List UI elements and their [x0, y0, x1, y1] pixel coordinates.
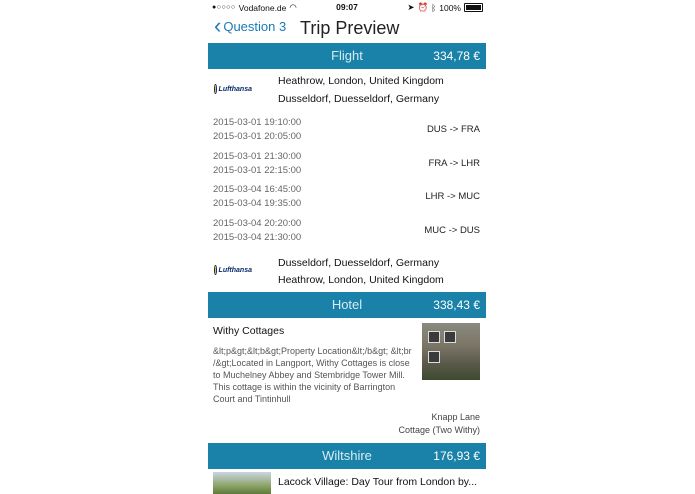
- leg-arrive: 2015-03-01 22:15:00: [213, 165, 302, 176]
- activity-section-header[interactable]: [208, 443, 486, 469]
- return-to: Heathrow, London, United Kingdom: [278, 274, 444, 286]
- bluetooth-icon: ᛒ: [431, 2, 437, 13]
- hotel-photo[interactable]: [422, 323, 480, 380]
- section-title: Wiltshire: [322, 448, 372, 463]
- status-bar: [208, 0, 486, 14]
- outbound-to: Dusseldorf, Duesseldorf, Germany: [278, 93, 440, 105]
- leg-route: DUS -> FRA: [426, 124, 480, 135]
- airline-logo: Lufthansa: [214, 82, 252, 96]
- return-from: Dusseldorf, Duesseldorf, Germany: [278, 257, 440, 269]
- airline-logo: Lufthansa: [214, 263, 252, 277]
- crane-icon: [214, 265, 217, 275]
- tour-title: Lacock Village: Day Tour from London by...: [278, 476, 478, 488]
- leg-depart: 2015-03-04 16:45:00: [213, 184, 302, 195]
- leg-route: FRA -> LHR: [428, 158, 480, 169]
- carrier-label: Vodafone.de: [238, 2, 287, 13]
- leg-route: LHR -> MUC: [425, 191, 480, 202]
- leg-route: MUC -> DUS: [424, 225, 480, 236]
- leg-depart: 2015-03-04 20:20:00: [213, 218, 302, 229]
- hotel-name: Withy Cottages: [213, 325, 285, 337]
- page-title: Trip Preview: [300, 18, 400, 38]
- battery-percent: 100%: [439, 2, 461, 13]
- flight-section-header[interactable]: [208, 43, 486, 69]
- section-price: 334,78 €: [433, 49, 480, 63]
- tour-photo[interactable]: [213, 472, 271, 494]
- clock: 09:07: [336, 2, 358, 12]
- back-button[interactable]: [214, 13, 287, 38]
- chevron-left-icon: ‹: [214, 13, 222, 38]
- hotel-description: &lt;p&gt;&lt;b&gt;Property Location&lt;/b&gt; &lt;br /&gt;Located in Langport, Withy Cottages is close to Muchelney Abbey and Stembridge Tower Mill. This cottage is within the vicinity of Barrington Court and Tintinhull: [213, 346, 412, 404]
- signal-icon: ●○○○○: [212, 4, 236, 11]
- section-price: 176,93 €: [433, 449, 480, 463]
- leg-arrive: 2015-03-04 21:30:00: [213, 232, 302, 243]
- hotel-address: Knapp Lane Cottage (Two Withy): [398, 412, 480, 435]
- leg-depart: 2015-03-01 19:10:00: [213, 117, 302, 128]
- crane-icon: [214, 84, 217, 94]
- leg-arrive: 2015-03-04 19:35:00: [213, 198, 302, 209]
- section-title: Hotel: [331, 297, 363, 312]
- leg-depart: 2015-03-01 21:30:00: [213, 151, 302, 162]
- outbound-from: Heathrow, London, United Kingdom: [278, 75, 444, 87]
- section-title: Flight: [331, 48, 363, 63]
- location-icon: ➤: [407, 2, 415, 12]
- alarm-icon: ⏰: [417, 2, 429, 12]
- phone-screen: [208, 0, 486, 494]
- nav-bar: [208, 14, 486, 42]
- hotel-section-header[interactable]: [208, 292, 486, 318]
- back-label: Question 3: [223, 18, 287, 34]
- leg-arrive: 2015-03-01 20:05:00: [213, 131, 302, 142]
- wifi-icon: ◠: [289, 2, 297, 12]
- section-price: 338,43 €: [433, 298, 480, 312]
- battery-icon: [464, 3, 483, 12]
